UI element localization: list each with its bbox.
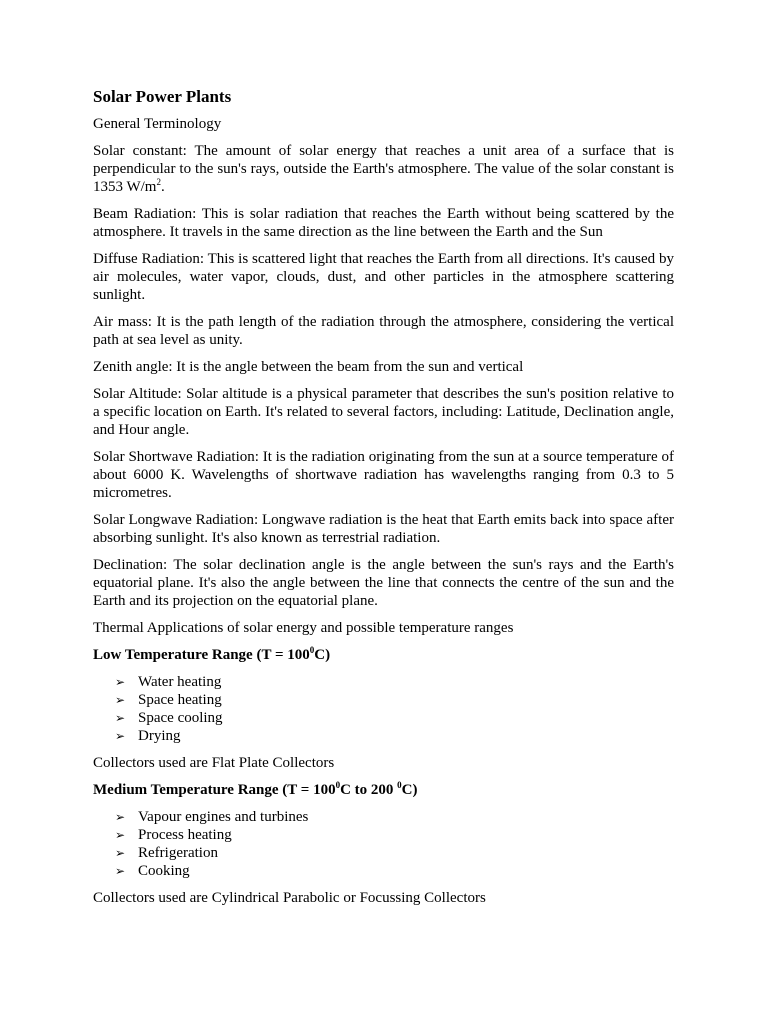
paragraph-shortwave-radiation: Solar Shortwave Radiation: It is the radiation originating from the sun at a source temperature of about 6000 K. Wavelengths of shortwave radiation has wavelengths ranging from 0.3 to 5 micrometres. [93,449,674,501]
list-item [115,862,674,880]
list-item [115,691,674,709]
solar-constant-end: . [160,179,165,195]
list-item-label: Water heating [138,674,222,690]
medium-heading-superscript-2: 0 [397,780,402,790]
low-range-list [93,673,674,745]
document-title: Solar Power Plants [93,87,232,106]
superscript-2: 2 [156,177,161,187]
arrow-bullet-icon: ➢ [115,810,126,824]
list-item-label: Drying [138,728,181,744]
paragraph-thermal-applications: Thermal Applications of solar energy and possible temperature ranges [93,620,514,636]
arrow-bullet-icon: ➢ [115,693,126,707]
document-page [93,86,674,916]
arrow-bullet-icon: ➢ [115,828,126,842]
heading-medium-temperature-range [93,781,674,799]
medium-heading-part-b: C to 200 [340,782,398,798]
paragraph-low-collectors: Collectors used are Flat Plate Collectors [93,755,335,771]
list-item [115,727,674,745]
paragraph-medium-collectors: Collectors used are Cylindrical Parabolic or Focussing Collectors [93,890,486,906]
arrow-bullet-icon: ➢ [115,864,126,878]
subtitle-general-terminology: General Terminology [93,116,222,132]
low-heading-superscript: 0 [309,645,315,655]
list-item-label: Cooking [138,863,190,879]
medium-heading-superscript-1: 0 [335,780,341,790]
arrow-bullet-icon: ➢ [115,729,126,743]
medium-range-list [93,808,674,880]
solar-constant-text: Solar constant: The amount of solar energy that reaches a unit area of a surface that is perpendicular to the sun's rays, outside the Earth's atmosphere. The value of the solar constant is 1353 W/m [93,143,674,195]
low-heading-part-a: Low Temperature Range (T = 100 [93,647,310,663]
low-heading-part-b: C) [314,647,331,663]
paragraph-solar-altitude: Solar Altitude: Solar altitude is a physical parameter that describes the sun's position relative to a specific location on Earth. It's related to several factors, including: Latitude, Declination angle, and Hour angle. [93,386,674,438]
paragraph-air-mass: Air mass: It is the path length of the radiation through the atmosphere, considering the vertical path at sea level as unity. [93,314,674,348]
list-item [115,826,674,844]
paragraph-diffuse-radiation: Diffuse Radiation: This is scattered light that reaches the Earth from all directions. It's caused by air molecules, water vapor, clouds, dust, and other particles in the atmosphere scattering sunlight. [93,251,674,303]
list-item-label: Space cooling [138,710,223,726]
arrow-bullet-icon: ➢ [115,846,126,860]
paragraph-solar-constant [93,142,674,196]
list-item-label: Vapour engines and turbines [138,809,309,825]
paragraph-declination: Declination: The solar declination angle is the angle between the sun's rays and the Earth's equatorial plane. It's also the angle between the line that connects the centre of the sun and the Earth and its projection on the equatorial plane. [93,557,674,609]
list-item [115,808,674,826]
list-item-label: Process heating [138,827,232,843]
paragraph-beam-radiation: Beam Radiation: This is solar radiation that reaches the Earth without being scattered by the atmosphere. It travels in the same direction as the line between the Earth and the Sun [93,206,674,240]
list-item-label: Space heating [138,692,222,708]
heading-low-temperature-range [93,646,674,664]
medium-heading-part-a: Medium Temperature Range (T = 100 [93,782,336,798]
list-item [115,673,674,691]
paragraph-longwave-radiation: Solar Longwave Radiation: Longwave radiation is the heat that Earth emits back into space after absorbing sunlight. It's also known as terrestrial radiation. [93,512,674,546]
arrow-bullet-icon: ➢ [115,711,126,725]
list-item [115,844,674,862]
list-item [115,709,674,727]
medium-heading-part-c: C) [401,782,418,798]
list-item-label: Refrigeration [138,845,218,861]
paragraph-zenith-angle: Zenith angle: It is the angle between the beam from the sun and vertical [93,359,524,375]
arrow-bullet-icon: ➢ [115,675,126,689]
